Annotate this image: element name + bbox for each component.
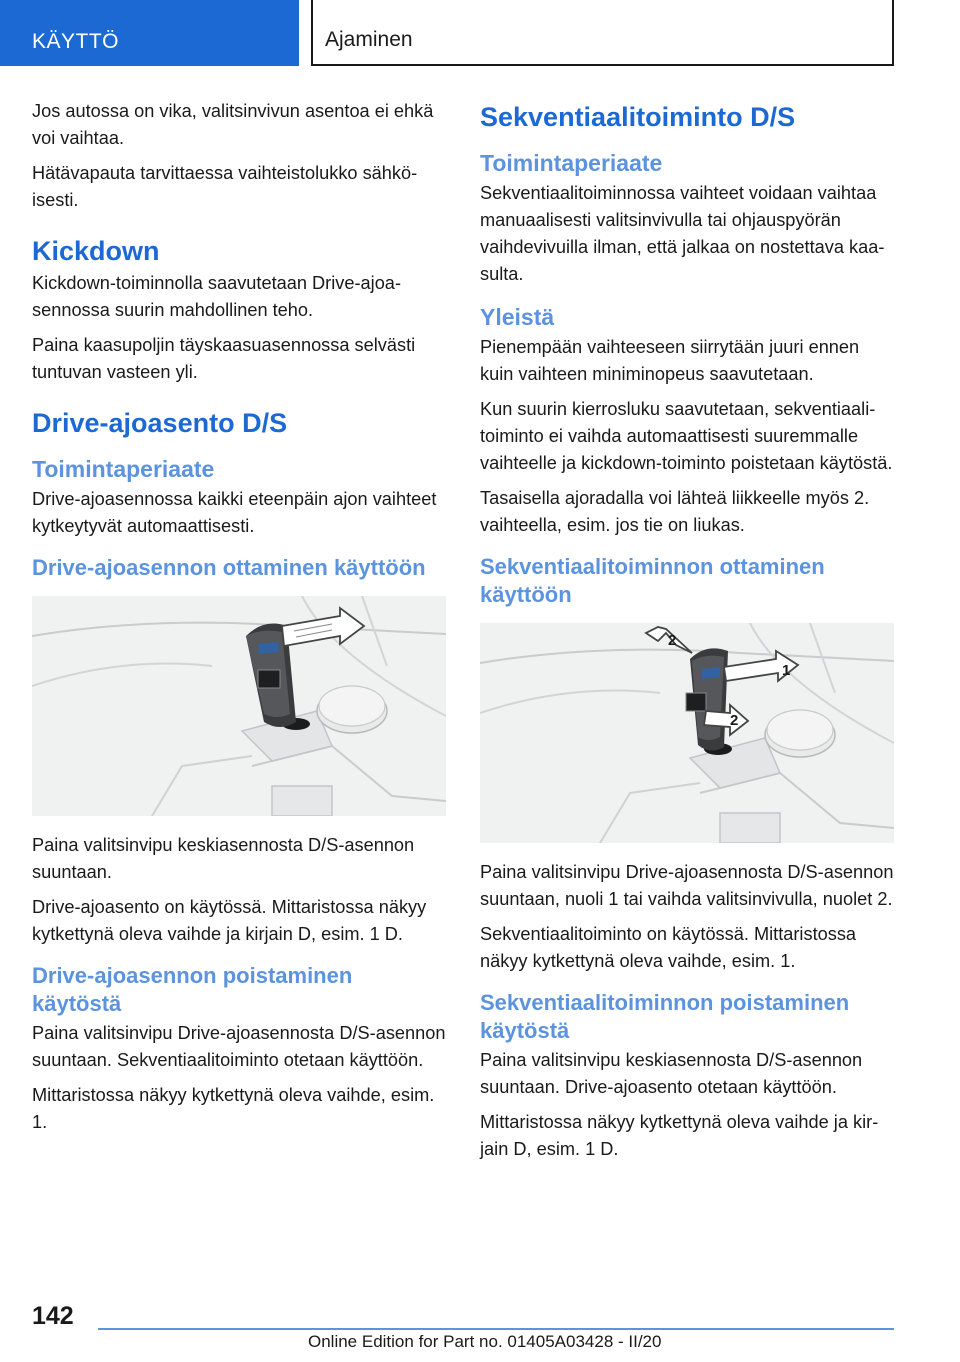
footer-divider <box>98 1328 894 1330</box>
paragraph: Mittaristossa näkyy kytkettynä oleva vaihde ja kirjain D, esim. 1 D. <box>480 1112 879 1159</box>
gear-selector-illustration <box>32 596 446 816</box>
paragraph: Paina valitsinvipu Drive-ajoasennosta D/S-asennon suuntaan. Sekventiaalitoiminto otetaan käyttöön. <box>32 1023 446 1070</box>
arrow-label-2-up: 2 <box>668 632 677 649</box>
paragraph: Kickdown-toiminnolla saavutetaan Drive-ajoasennossa suurin mahdollinen teho. <box>32 273 401 320</box>
paragraph: Sekventiaalitoiminnossa vaihteet voidaan vaihtaa manuaalisesti valitsinvivulla tai ohjauspyörän vaihdevivuilla ilman, että jalkaa on nostettava kaasulta. <box>480 183 885 284</box>
heading-drive-mode: Drive-ajoasento D/S <box>32 408 288 438</box>
section-tab: KÄYTTÖ <box>0 0 299 66</box>
paragraph: Mittaristossa näkyy kytkettynä oleva vaihde, esim. 1. <box>32 1085 435 1132</box>
paragraph: Sekventiaalitoiminto on käytössä. Mittaristossa näkyy kytkettynä oleva vaihde, esim. 1. <box>480 924 857 971</box>
footer-edition-text: Online Edition for Part no. 01405A03428 - II/20 <box>308 1332 662 1351</box>
arrow-label-2-down: 2 <box>730 712 739 729</box>
subheading-enable-sequential: Sekventiaalitoiminnon ottaminen käyttöön <box>480 554 825 607</box>
heading-sequential: Sekventiaalitoiminto D/S <box>480 102 796 132</box>
paragraph: Hätävapauta tarvittaessa vaihteistolukko sähköisesti. <box>32 163 418 210</box>
right-column <box>480 98 894 1171</box>
paragraph: Paina kaasupoljin täyskaasuasennossa selvästi tuntuvan vasteen yli. <box>32 335 416 382</box>
subheading-principle: Toimintaperiaate <box>32 456 215 482</box>
paragraph: Kun suurin kierrosluku saavutetaan, sekventiaalitoiminto ei vaihda automaattisesti suuremmalle vaihteelle ja kickdown-toiminto poistetaan käytöstä. <box>480 399 893 473</box>
paragraph: Drive-ajoasento on käytössä. Mittaristossa näkyy kytkettynä oleva vaihde ja kirjain D, esim. 1 D. <box>32 897 427 944</box>
paragraph: Pienempään vaihteeseen siirrytään juuri ennen kuin vaihteen miniminopeus saavutetaan. <box>480 337 860 384</box>
subheading-general: Yleistä <box>480 304 555 330</box>
paragraph: Paina valitsinvipu keskiasennosta D/S-asennon suuntaan. Drive-ajoasento otetaan käyttöön. <box>480 1050 863 1097</box>
sequential-selector-illustration <box>480 623 894 843</box>
subheading-disable-sequential: Sekventiaalitoiminnon poistaminen käytöstä <box>480 990 850 1043</box>
chapter-title: Ajaminen <box>325 28 413 51</box>
page-number: 142 <box>32 1302 74 1330</box>
paragraph: Tasaisella ajoradalla voi lähteä liikkeelle myös 2. vaihteella, esim. jos tie on liukas. <box>480 488 870 535</box>
sequential-selector-drawing <box>480 623 894 843</box>
heading-kickdown: Kickdown <box>32 236 160 266</box>
subheading-principle: Toimintaperiaate <box>480 150 663 176</box>
paragraph: Paina valitsinvipu Drive-ajoasennosta D/S-asennon suuntaan, nuoli 1 tai vaihda valitsinvivulla, nuolet 2. <box>480 862 894 909</box>
subheading-enable-drive: Drive-ajoasennon ottaminen käyttöön <box>32 555 426 580</box>
gear-selector-drawing <box>32 596 446 816</box>
arrow-label-1: 1 <box>782 662 791 679</box>
paragraph: Paina valitsinvipu keskiasennosta D/S-asennon suuntaan. <box>32 835 415 882</box>
paragraph: Jos autossa on vika, valitsinvivun asentoa ei ehkä voi vaihtaa. <box>32 101 434 148</box>
left-column <box>32 98 446 1144</box>
paragraph: Drive-ajoasennossa kaikki eteenpäin ajon vaihteet kytkeytyvät automaattisesti. <box>32 489 437 536</box>
subheading-disable-drive: Drive-ajoasennon poistaminen käytöstä <box>32 963 353 1016</box>
